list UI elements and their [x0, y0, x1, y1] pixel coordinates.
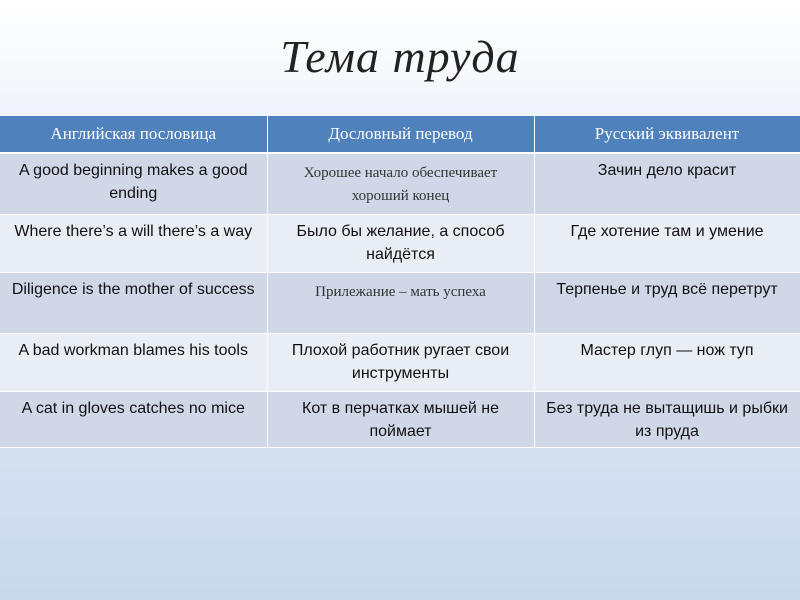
literal-translation-cell: Плохой работник ругает свои инструменты: [267, 334, 534, 392]
table-header-row: [0, 116, 800, 153]
russian-equivalent-cell: Где хотение там и умение: [534, 215, 800, 273]
table-row: [0, 392, 800, 448]
header-english-proverb: Английская пословица: [0, 116, 267, 153]
literal-translation-cell: Кот в перчатках мышей не поймает: [267, 392, 534, 448]
table-row: [0, 334, 800, 392]
header-literal-translation: Дословный перевод: [267, 116, 534, 153]
literal-translation-cell: Прилежание – мать успеха: [267, 273, 534, 334]
english-proverb-cell: Diligence is the mother of success: [0, 273, 267, 334]
english-proverb-cell: A cat in gloves catches no mice: [0, 392, 267, 448]
literal-translation-cell: Хорошее начало обеспечивает хороший конец: [267, 153, 534, 215]
proverbs-table: [0, 116, 800, 448]
russian-equivalent-cell: Мастер глуп — нож туп: [534, 334, 800, 392]
table-row: [0, 153, 800, 215]
russian-equivalent-cell: Терпенье и труд всё перетрут: [534, 273, 800, 334]
table-row: [0, 273, 800, 334]
english-proverb-cell: A good beginning makes a good ending: [0, 153, 267, 215]
literal-translation-cell: Было бы желание, а способ найдётся: [267, 215, 534, 273]
russian-equivalent-cell: Зачин дело красит: [534, 153, 800, 215]
english-proverb-cell: Where there’s a will there’s a way: [0, 215, 267, 273]
table-row: [0, 215, 800, 273]
header-russian-equivalent: Русский эквивалент: [534, 116, 800, 153]
english-proverb-cell: A bad workman blames his tools: [0, 334, 267, 392]
russian-equivalent-cell: Без труда не вытащишь и рыбки из пруда: [534, 392, 800, 448]
slide-title: Тема труда: [280, 31, 520, 82]
